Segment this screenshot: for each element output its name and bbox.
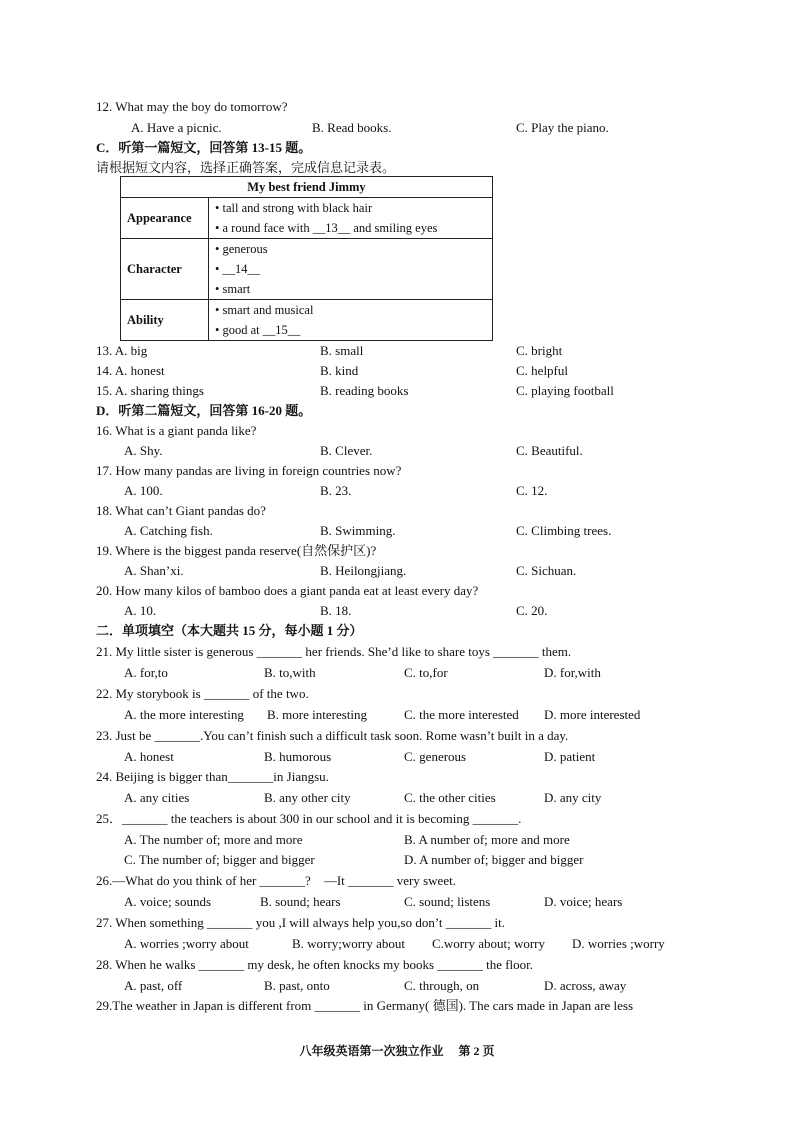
option: D. patient [544,749,596,764]
question-stem: 23. Just be _______.You can’t finish such a difficult task soon. Rome wasn’t built in a day. [96,728,569,743]
section-heading: 二．单项填空（本大题共 15 分，每小题 1 分） [96,623,363,638]
question-stem: 24. Beijing is bigger than_______in Jiangsu. [96,769,329,784]
option-row [0,120,794,136]
row-label: Appearance [121,198,209,239]
option: B. Swimming. [320,523,396,538]
question-stem: 12. What may the boy do tomorrow? [96,99,288,114]
option: A. The number of; more and more [124,832,303,847]
option: C. sound; listens [404,894,491,909]
table-title: My best friend Jimmy [121,177,493,198]
option-row [0,483,794,499]
option-row [0,790,794,806]
option: C. Play the piano. [516,120,609,135]
option-row [0,523,794,539]
option: C. the other cities [404,790,496,805]
option: D. across, away [544,978,627,993]
question-stem: 25．_______ the teachers is about 300 in our school and it is becoming _______. [96,811,522,826]
option: B. humorous [264,749,332,764]
option: C. 20. [516,603,548,618]
option-row [0,707,794,723]
section-heading: D．听第二篇短文，回答第 16-20 题。 [96,403,312,418]
row-label: Character [121,239,209,300]
option: C. bright [516,343,563,358]
question-stem: 22. My storybook is _______ of the two. [96,686,309,701]
option: A. worries ;worry about [124,936,249,951]
option-row [0,343,794,359]
option-row [0,936,794,952]
option: A. for,to [124,665,168,680]
option-row [0,978,794,994]
option: D. more interested [544,707,641,722]
option: B. kind [320,363,359,378]
option: A. 10. [124,603,157,618]
option: 13. A. big [96,343,148,358]
row-label: Ability [121,300,209,341]
question-stem: 20. How many kilos of bamboo does a giant panda eat at least every day? [96,583,479,598]
table-item: • generous [215,242,268,256]
option-row [0,852,794,868]
question-stem: 19. Where is the biggest panda reserve(自然保护区)? [96,543,377,558]
option: D. for,with [544,665,601,680]
option: B. any other city [264,790,351,805]
info-table [120,176,493,341]
option: A. Shan’xi. [124,563,184,578]
option: B. small [320,343,364,358]
option: D. voice; hears [544,894,623,909]
question-stem: 29.The weather in Japan is different from _______ in Germany( 德国). The cars made in Japan are less [96,998,634,1013]
question-stem: 26.—What do you think of her _______? —It _______ very sweet. [96,873,456,888]
option: C. helpful [516,363,568,378]
option: A. the more interesting [124,707,244,722]
table-item: • smart and musical [215,303,314,317]
option: A. 100. [124,483,163,498]
question-stem: 21. My little sister is generous _______ her friends. She’d like to share toys _______ them. [96,644,572,659]
option: B. Read books. [312,120,392,135]
option: B. 18. [320,603,352,618]
option: B. 23. [320,483,352,498]
option: C. Beautiful. [516,443,583,458]
option: B. Clever. [320,443,373,458]
option-row [0,443,794,459]
option: A. Shy. [124,443,163,458]
question-stem: 28. When he walks _______ my desk, he often knocks my books _______ the floor. [96,957,534,972]
option: B. more interesting [267,707,368,722]
option: 14. A. honest [96,363,165,378]
page-footer: 八年级英语第一次独立作业 第 2 页 [299,1044,495,1058]
option: A. Catching fish. [124,523,213,538]
option: A. voice; sounds [124,894,212,909]
question-stem: 16. What is a giant panda like? [96,423,257,438]
option: C. through, on [404,978,480,993]
option: C. generous [404,749,467,764]
option: C. to,for [404,665,448,680]
option-row [0,383,794,399]
option: C. playing football [516,383,614,398]
option: C. The number of; bigger and bigger [124,852,315,867]
option: D. worries ;worry [572,936,665,951]
table-item: • good at __15__ [215,323,301,337]
table-item: • smart [215,282,251,296]
option-row [0,665,794,681]
table-item: • a round face with __13__ and smiling eyes [215,221,438,235]
option: B. Heilongjiang. [320,563,407,578]
option: C. 12. [516,483,548,498]
option: B. to,with [264,665,316,680]
option: A. any cities [124,790,190,805]
option: A. Have a picnic. [131,120,222,135]
option: 15. A. sharing things [96,383,204,398]
table-item: • __14__ [215,262,261,276]
section-instruction: 请根据短文内容，选择正确答案，完成信息记录表。 [96,160,396,175]
option-row [0,749,794,765]
option: D. A number of; bigger and bigger [404,852,584,867]
question-stem: 27. When something _______ you ,I will always help you,so don’t _______ it. [96,915,505,930]
option: B. A number of; more and more [404,832,570,847]
option-row [0,832,794,848]
option: C. the more interested [404,707,519,722]
option-row [0,363,794,379]
option: B. reading books [320,383,409,398]
option: C.worry about; worry [432,936,546,951]
option: B. past, onto [264,978,330,993]
section-heading: C．听第一篇短文，回答第 13-15 题。 [96,140,312,155]
table-item: • tall and strong with black hair [215,201,373,215]
option: D. any city [544,790,602,805]
option: A. honest [124,749,174,764]
option: C. Climbing trees. [516,523,612,538]
option: A. past, off [124,978,183,993]
option: C. Sichuan. [516,563,577,578]
question-stem: 17. How many pandas are living in foreign countries now? [96,463,402,478]
question-stem: 18. What can’t Giant pandas do? [96,503,266,518]
option: B. sound; hears [260,894,341,909]
option-row [0,603,794,619]
option-row [0,563,794,579]
option-row [0,894,794,910]
option: B. worry;worry about [292,936,406,951]
